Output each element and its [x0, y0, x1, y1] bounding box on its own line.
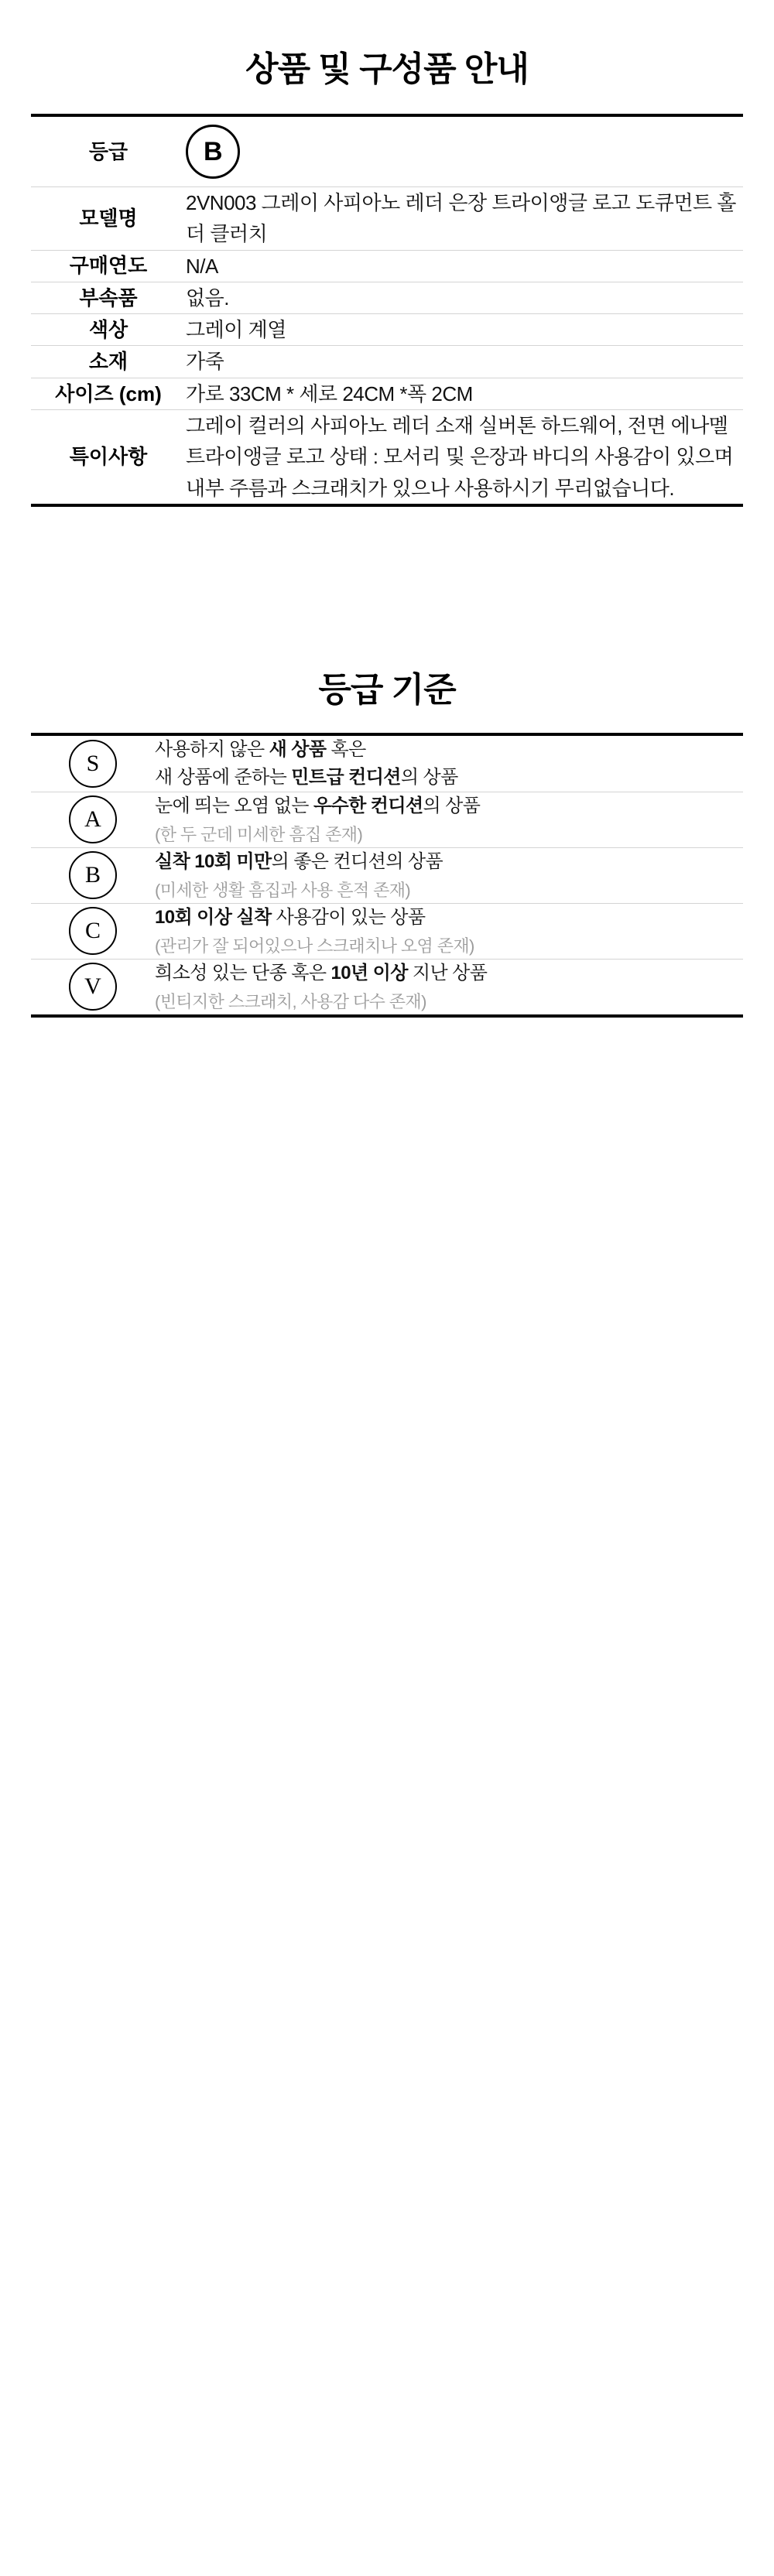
grade-badge-c: C [69, 907, 117, 955]
row-value: 그레이 계열 [186, 314, 743, 346]
grade-description-line1 [155, 736, 743, 764]
row-value: 없음. [186, 282, 743, 313]
row-value: 2VN003 그레이 사피아노 레더 은장 트라이앵글 로고 도큐먼트 홀더 클러치 [186, 186, 743, 250]
grade-badge-a: A [69, 795, 117, 843]
product-spec-table [31, 114, 743, 507]
list-item [31, 792, 743, 847]
list-item [31, 959, 743, 1016]
page-root [0, 22, 774, 2576]
table-row [31, 410, 743, 505]
grade-description [155, 734, 743, 792]
row-label: 구매연도 [31, 250, 186, 282]
grade-description-note: (미세한 생활 흠집과 사용 흔적 존재) [155, 880, 411, 900]
grade-badge: B [186, 125, 240, 179]
row-label: 소재 [31, 346, 186, 378]
criteria-title: 등급 기준 [318, 670, 456, 709]
row-label: 등급 [31, 115, 186, 187]
grade-description-line1 [155, 904, 743, 932]
text-plain: 의 좋은 컨디션의 상품 [271, 850, 444, 872]
product-info-section [0, 22, 774, 506]
grade-description-line1 [155, 792, 743, 820]
grade-badge-cell [31, 903, 155, 959]
grade-description-note: (한 두 군데 미세한 흠집 존재) [155, 824, 363, 844]
grade-badge-b: B [69, 851, 117, 899]
text-plain: 지난 상품 [407, 962, 488, 984]
table-row [31, 250, 743, 282]
grade-description-line1 [155, 848, 743, 876]
grade-description [155, 903, 743, 959]
row-value: 가로 33CM * 세로 24CM *폭 2CM [186, 378, 743, 409]
grade-description [155, 792, 743, 847]
grade-description [155, 959, 743, 1016]
row-label: 특이사항 [31, 410, 186, 505]
text-plain: 의 상품 [423, 795, 481, 816]
grade-badge-cell [31, 847, 155, 903]
grade-description-line1 [155, 960, 743, 987]
table-row [31, 186, 743, 250]
grade-badge-cell [31, 792, 155, 847]
text-bold: 10년 이상 [330, 962, 408, 984]
table-row [31, 346, 743, 378]
text-plain: 사용하지 않은 [155, 738, 269, 760]
grade-description-note: (빈티지한 스크래치, 사용감 다수 존재) [155, 991, 426, 1011]
row-value: 그레이 컬러의 사피아노 레더 소재 실버톤 하드웨어, 전면 에나멜 트라이앵글 로고 상태 : 모서리 및 은장과 바디의 사용감이 있으며 내부 주름과 스크래치가 있으나 사용하시기 무리없습니다. [186, 410, 743, 505]
text-plain: 눈에 띄는 오염 없는 [155, 795, 313, 816]
text-plain: 사용감이 있는 상품 [271, 906, 426, 928]
row-label: 부속품 [31, 282, 186, 313]
table-row [31, 378, 743, 409]
text-plain: 의 상품 [400, 766, 458, 788]
row-label: 모델명 [31, 186, 186, 250]
grade-description-note: (관리가 잘 되어있으나 스크래치나 오염 존재) [155, 936, 474, 956]
table-row [31, 282, 743, 313]
table-row [31, 314, 743, 346]
text-bold: 실착 10회 미만 [155, 850, 272, 872]
page-title: 상품 및 구성품 안내 [245, 50, 529, 89]
row-label: 사이즈 (cm) [31, 378, 186, 409]
grade-description-line2 [155, 764, 743, 792]
row-value: N/A [186, 250, 743, 282]
criteria-table-wrap [31, 733, 743, 1018]
text-plain: 희소성 있는 단종 혹은 [155, 962, 331, 984]
list-item [31, 847, 743, 903]
row-value: 가죽 [186, 346, 743, 378]
product-spec-table-wrap [31, 114, 743, 507]
text-bold: 새 상품 [269, 738, 327, 760]
grade-criteria-section [0, 662, 774, 1018]
row-label: 색상 [31, 314, 186, 346]
list-item [31, 903, 743, 959]
grade-badge-cell [31, 734, 155, 792]
criteria-table [31, 733, 743, 1018]
text-plain: 새 상품에 준하는 [155, 766, 292, 788]
grade-badge-v: V [69, 963, 117, 1011]
text-plain: 혹은 [326, 738, 366, 760]
grade-badge-s: S [69, 740, 117, 788]
list-item [31, 734, 743, 792]
text-bold: 우수한 컨디션 [313, 795, 423, 816]
table-row [31, 115, 743, 187]
row-value [186, 115, 743, 187]
text-bold: 10회 이상 실착 [155, 906, 272, 928]
text-bold: 민트급 컨디션 [291, 766, 401, 788]
grade-description [155, 847, 743, 903]
grade-badge-cell [31, 959, 155, 1016]
